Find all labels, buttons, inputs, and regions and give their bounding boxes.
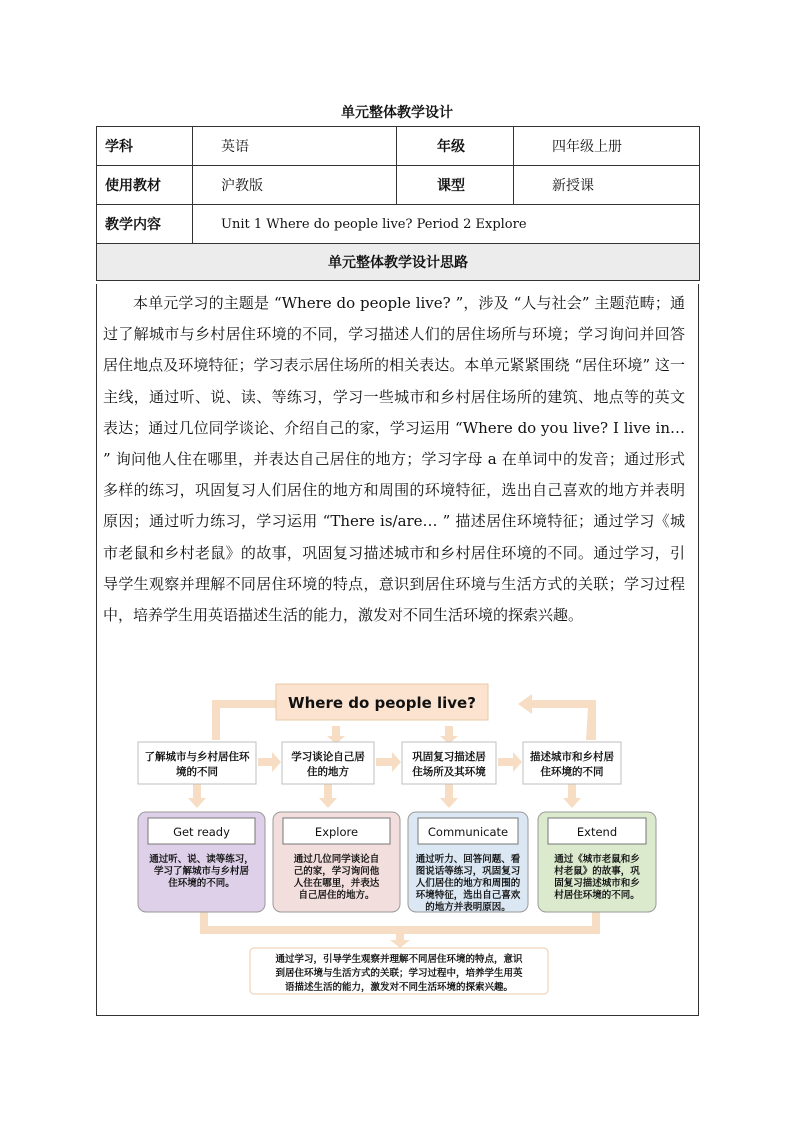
unit-flow-diagram	[130, 680, 670, 1000]
stage-text: 学习了解城市与乡村居	[153, 866, 250, 877]
stage-name: Get ready	[173, 825, 230, 839]
grade-value: 四年级上册	[514, 127, 700, 166]
goal-text: 了解城市与乡村居住环	[144, 751, 250, 763]
down-arrow	[440, 726, 458, 744]
loop-arrow-right	[518, 694, 596, 740]
right-arrow	[258, 752, 281, 772]
content-label: 教学内容	[97, 205, 193, 244]
goal-text: 住环境的不同	[540, 766, 604, 778]
stage-text: 图说话等练习，巩固复习	[415, 866, 521, 877]
goal-text: 巩固复习描述居	[412, 751, 486, 763]
stage-text: 通过《城市老鼠和乡	[554, 854, 640, 865]
goal-text: 学习谈论自己居	[291, 751, 365, 763]
down-arrow	[319, 784, 337, 808]
document-title: 单元整体教学设计	[341, 105, 453, 121]
stage-name: Explore	[314, 825, 359, 839]
stage-text: 村老鼠》的故事，巩	[554, 866, 640, 877]
diagram-title: Where do people live?	[288, 694, 476, 712]
subject-value: 英语	[193, 127, 397, 166]
stage-text: 的地方并表明原因。	[425, 902, 511, 913]
goal-text: 境的不同	[176, 766, 218, 778]
summary-text: 到居住环境与生活方式的关联；学习过程中，培养学生用英	[275, 968, 523, 979]
stage-text: 村居住环境的不同。	[554, 890, 640, 901]
right-arrow	[376, 752, 401, 772]
down-arrow	[327, 726, 345, 744]
stage-text: 固复习描述城市和乡	[554, 878, 640, 889]
down-arrow	[563, 784, 581, 808]
down-arrow	[188, 784, 206, 808]
grade-label: 年级	[397, 127, 514, 166]
textbook-label: 使用教材	[97, 166, 193, 205]
summary-text: 通过学习，引导学生观察并理解不同居住环境的特点，意识	[275, 954, 523, 965]
bottom-bracket	[200, 912, 600, 948]
goal-text: 住的地方	[307, 766, 349, 778]
design-paragraph: 本单元学习的主题是 “Where do people live? ”，涉及 “人与社会” 主题范畴；通过了解城市与乡村居住环境的不同，学习描述人们的居住场所与环境；学习询问并回答居住地点及环境特征；学习表示居住场所的相关表达。本单元紧紧围绕 “居住环境” 这一主线，通过听、说、读、等练习，学习一些城市和乡村居住场所的建筑、地点等的英文表达；通过几位同学谈论、介绍自己的家，学习运用 “Where do you live? I live in… ” 询问他人住在哪里，并表达自己居住的地方；学习字母 a 在单词中的发音；通过形式多样的练习，巩固复习人们居住的地方和周围的环境特征，选出自己喜欢的地方并表明原因；通过听力练习，学习运用 “There is/are… ” 描述居住环境特征；通过学习《城市老鼠和乡村老鼠》的故事，巩固复习描述城市和乡村居住环境的不同。通过学习，引导学生观察并理解不同居住环境的特点，意识到居住环境与生活方式的关联；学习过程中，培养学生用英语描述生活的能力，激发对不同生活环境的探索兴趣。	[103, 294, 685, 625]
lesson-type-value: 新授课	[514, 166, 700, 205]
stage-text: 通过几位同学谈论自	[293, 854, 380, 865]
stage-text: 人们居住的地方和周围的	[415, 878, 521, 889]
content-value: Unit 1 Where do people live? Period 2 Explore	[193, 205, 700, 244]
down-arrow	[440, 784, 458, 808]
stage-text: 通过听力、回答问题、看	[415, 854, 521, 865]
stage-text: 住环境的不同。	[168, 878, 235, 889]
summary-text: 语描述生活的能力，激发对不同生活环境的探索兴趣。	[284, 982, 514, 993]
stage-text: 己的家，学习询问他	[293, 866, 380, 877]
goal-text: 住场所及其环境	[412, 766, 486, 778]
lesson-type-label: 课型	[397, 166, 514, 205]
stage-name: Communicate	[427, 825, 509, 839]
stage-text: 环境特征，选出自己喜欢	[415, 890, 521, 901]
design-section-header: 单元整体教学设计思路	[97, 244, 700, 281]
goal-text: 描述城市和乡村居	[530, 751, 614, 763]
right-arrow	[498, 752, 522, 772]
info-table	[96, 126, 700, 281]
stage-text: 自己居住的地方。	[298, 890, 375, 901]
stage-name: Extend	[576, 825, 618, 839]
stage-text: 人住在哪里，并表达	[293, 878, 380, 889]
stage-text: 通过听、说、读等练习，	[149, 854, 254, 865]
subject-label: 学科	[97, 127, 193, 166]
textbook-value: 沪教版	[193, 166, 397, 205]
